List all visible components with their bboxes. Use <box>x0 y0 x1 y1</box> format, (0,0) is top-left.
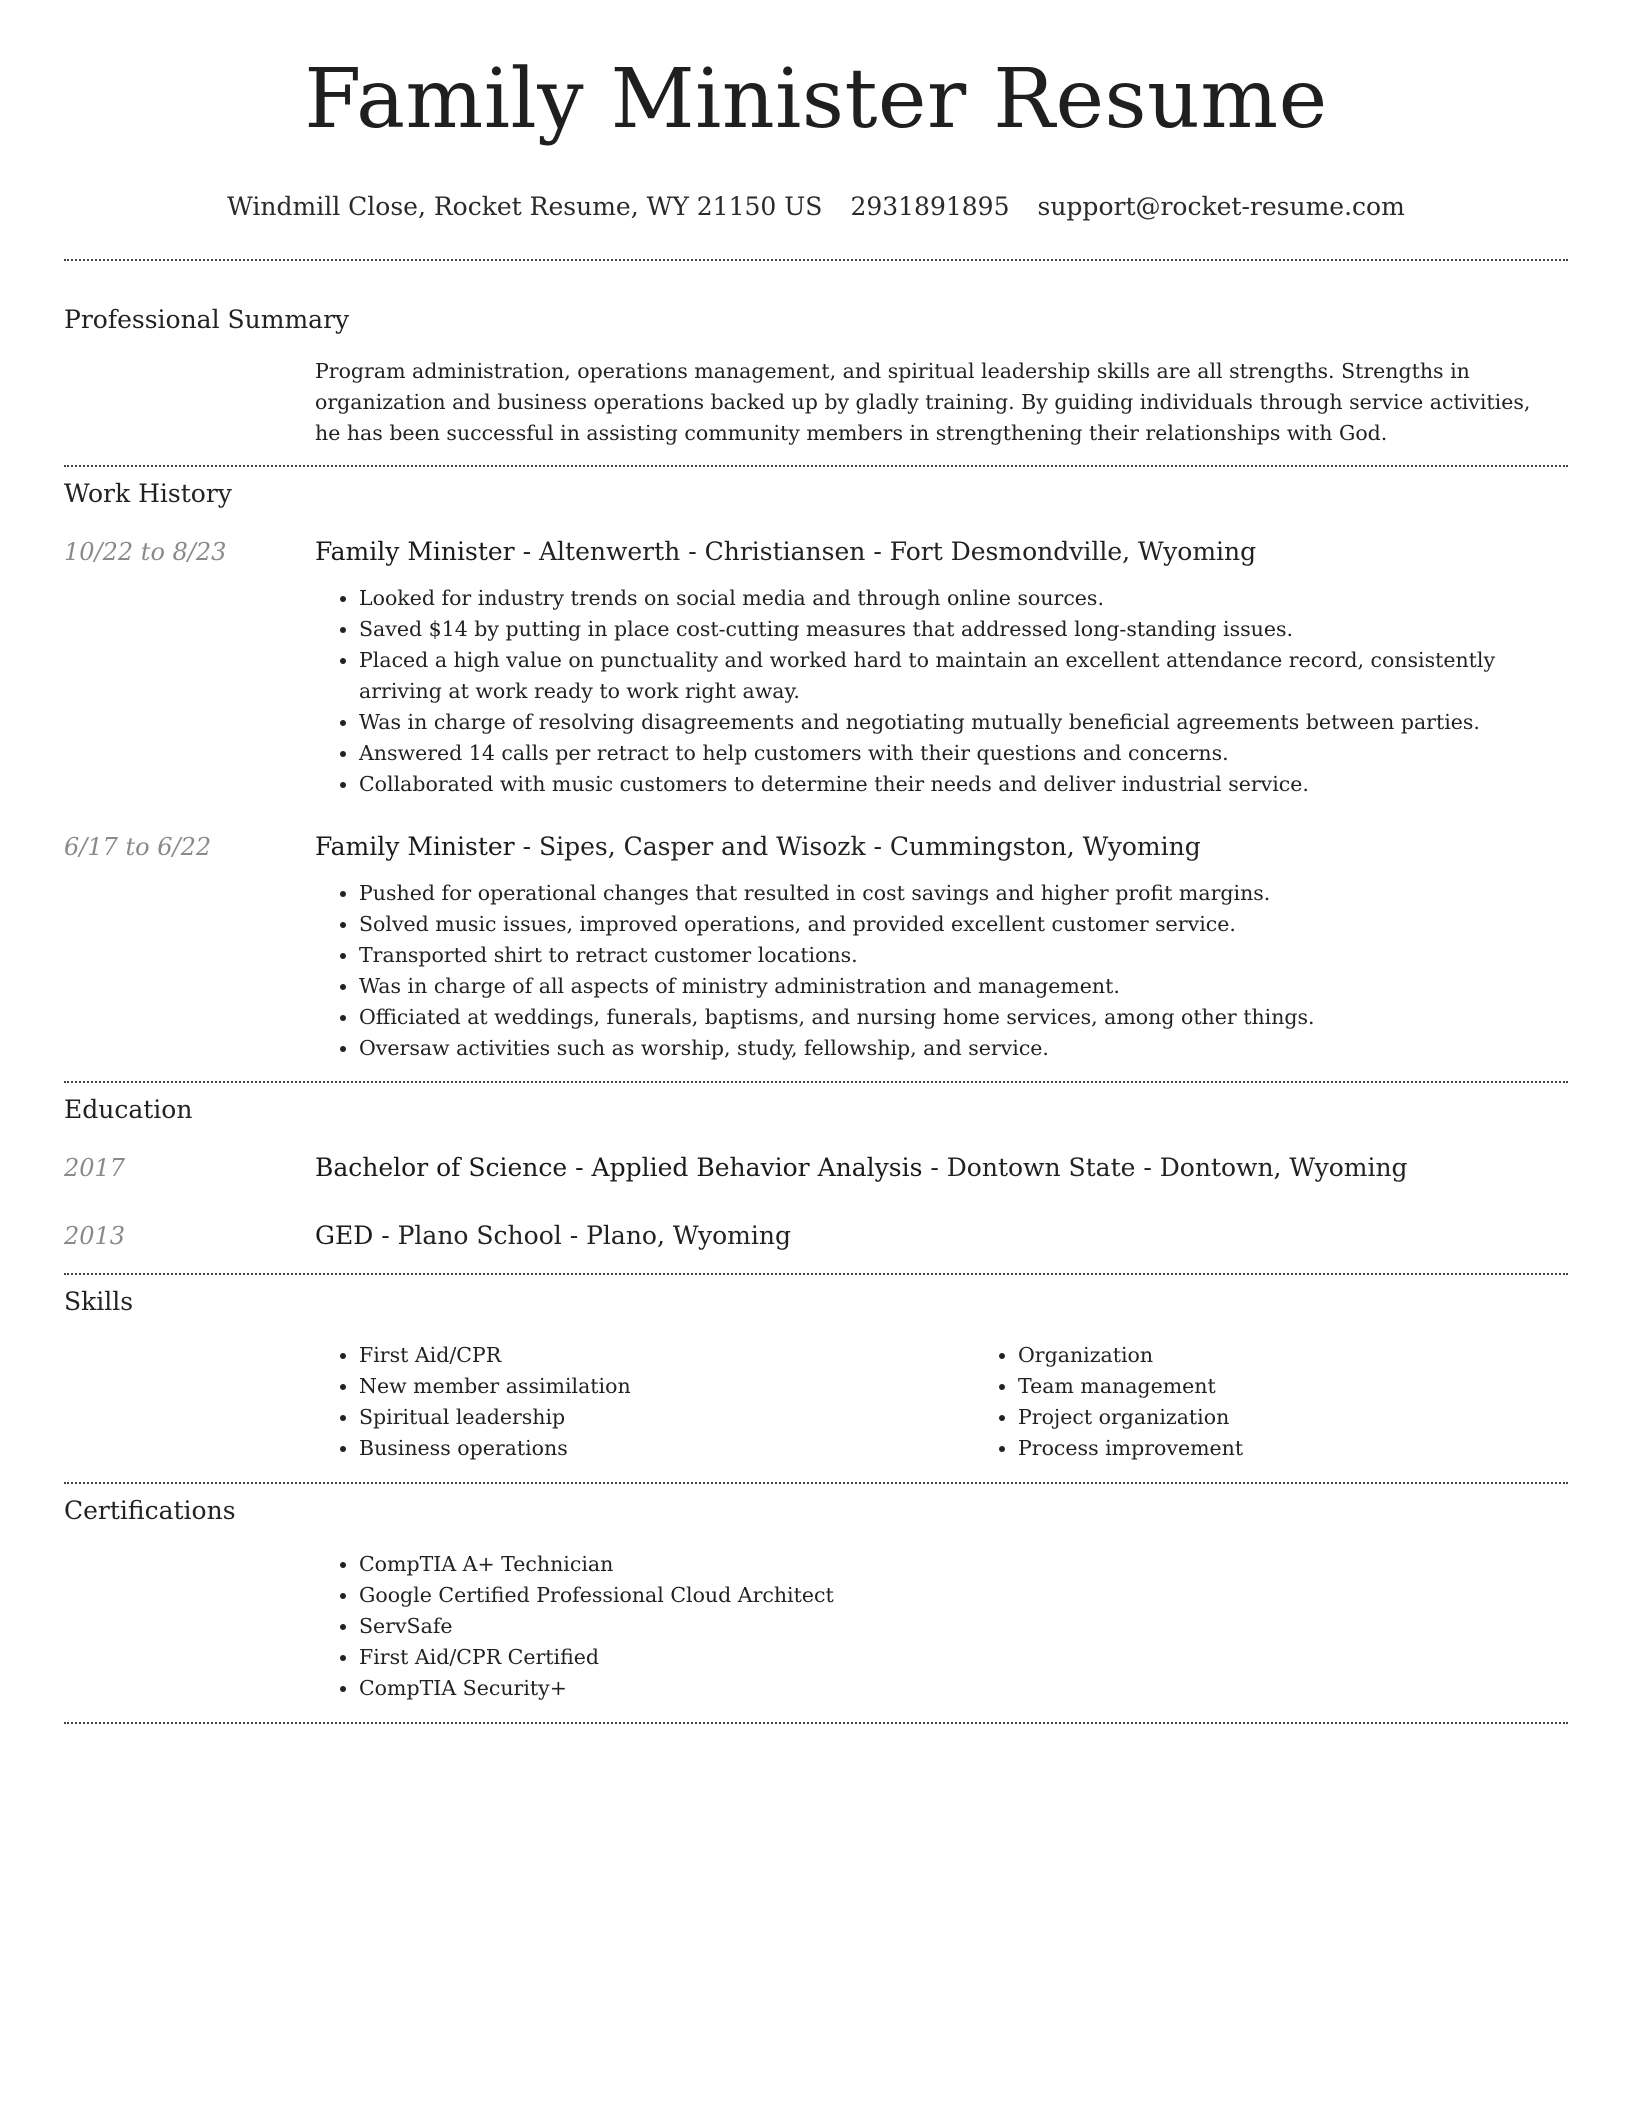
education-heading: Education <box>64 1095 193 1124</box>
list-item: • Solved music issues, improved operations, and provided excellent customer service. <box>359 909 1568 940</box>
list-item: • Saved $14 by putting in place cost-cutting measures that addressed long-standing issues. <box>359 614 1568 645</box>
skills-heading: Skills <box>64 1287 134 1316</box>
work-history-section <box>64 477 1568 1064</box>
education-year: 2017 <box>64 1154 126 1182</box>
list-item: • Process improvement <box>1018 1433 1632 1464</box>
section-divider <box>64 1081 1568 1083</box>
list-item: • CompTIA A+ Technician <box>359 1549 1568 1580</box>
section-divider <box>64 1722 1568 1724</box>
education-degree: GED <box>315 1221 374 1250</box>
skills-list <box>974 1340 1632 1464</box>
education-entry <box>64 1151 1568 1185</box>
list-item: • First Aid/CPR <box>359 1340 974 1371</box>
list-item: • Looked for industry trends on social media and through online sources. <box>359 583 1568 614</box>
job-title: Family Minister <box>315 832 515 861</box>
list-item: • Team management <box>1018 1371 1632 1402</box>
list-item: • Pushed for operational changes that resulted in cost savings and higher profit margins. <box>359 878 1568 909</box>
job-details: - Altenwerth - Christiansen - Fort Desmondville, Wyoming <box>514 537 1257 566</box>
contact-address: Windmill Close, Rocket Resume, WY 21150 US <box>227 192 823 221</box>
contact-phone: 2931891895 <box>850 192 1010 221</box>
job-heading <box>315 830 1568 864</box>
section-divider <box>64 465 1568 467</box>
list-item: • New member assimilation <box>359 1371 974 1402</box>
list-item: • Was in charge of resolving disagreements and negotiating mutually beneficial agreements between parties. <box>359 707 1568 738</box>
list-item: • Spiritual leadership <box>359 1402 974 1433</box>
resume-page <box>64 0 1568 1724</box>
list-item: • Transported shirt to retract customer locations. <box>359 940 1568 971</box>
job-title: Family Minister <box>315 537 515 566</box>
section-divider <box>64 259 1568 261</box>
job-bullets <box>315 878 1568 1064</box>
certifications-heading: Certifications <box>64 1496 236 1525</box>
contact-line <box>64 190 1568 224</box>
list-item: • Oversaw activities such as worship, study, fellowship, and service. <box>359 1033 1568 1064</box>
education-details: - Plano School - Plano, Wyoming <box>373 1221 791 1250</box>
education-details: - Dontown State - Dontown, Wyoming <box>922 1153 1408 1182</box>
list-item: • Placed a high value on punctuality and worked hard to maintain an excellent attendance record, consistently arriving at work ready to work right away. <box>359 645 1568 707</box>
education-section <box>64 1093 1568 1253</box>
list-item: • Organization <box>1018 1340 1632 1371</box>
job-dates: 10/22 to 8/23 <box>64 538 227 566</box>
list-item: • Collaborated with music customers to determine their needs and deliver industrial service. <box>359 769 1568 800</box>
resume-title: Family Minister Resume <box>304 52 1328 147</box>
section-divider <box>64 1482 1568 1484</box>
education-year: 2013 <box>64 1222 126 1250</box>
list-item: • Was in charge of all aspects of ministry administration and management. <box>359 971 1568 1002</box>
list-item: • Business operations <box>359 1433 974 1464</box>
list-item: • Answered 14 calls per retract to help customers with their questions and concerns. <box>359 738 1568 769</box>
summary-text: Program administration, operations management, and spiritual leadership skills are all strengths. Strengths in organization and business operations backed up by gladly training. By guiding individuals through service activities, he has been successful in assisting community members in strengthening their relationships with God. <box>315 359 1531 445</box>
list-item: • ServSafe <box>359 1611 1568 1642</box>
job-bullets <box>315 583 1568 800</box>
job-entry <box>64 830 1568 1064</box>
list-item: • Google Certified Professional Cloud Architect <box>359 1580 1568 1611</box>
list-item: • CompTIA Security+ <box>359 1673 1568 1704</box>
education-degree: Bachelor of Science - Applied Behavior Analysis <box>315 1153 923 1182</box>
list-item: • First Aid/CPR Certified <box>359 1642 1568 1673</box>
list-item: • Officiated at weddings, funerals, baptisms, and nursing home services, among other things. <box>359 1002 1568 1033</box>
section-divider <box>64 1273 1568 1275</box>
work-history-heading: Work History <box>64 479 232 508</box>
summary-heading: Professional Summary <box>64 305 350 334</box>
skills-list <box>315 1340 974 1464</box>
job-details: - Sipes, Casper and Wisozk - Cummingston, Wyoming <box>514 832 1201 861</box>
contact-email[interactable]: support@rocket-resume.com <box>1037 192 1405 221</box>
list-item: • Project organization <box>1018 1402 1632 1433</box>
job-heading <box>315 535 1568 569</box>
job-dates: 6/17 to 6/22 <box>64 833 212 861</box>
education-entry <box>64 1219 1568 1253</box>
job-entry <box>64 535 1568 800</box>
certifications-list <box>315 1549 1568 1704</box>
summary-section <box>64 303 1568 449</box>
certifications-section <box>64 1494 1568 1704</box>
skills-section <box>64 1285 1568 1464</box>
